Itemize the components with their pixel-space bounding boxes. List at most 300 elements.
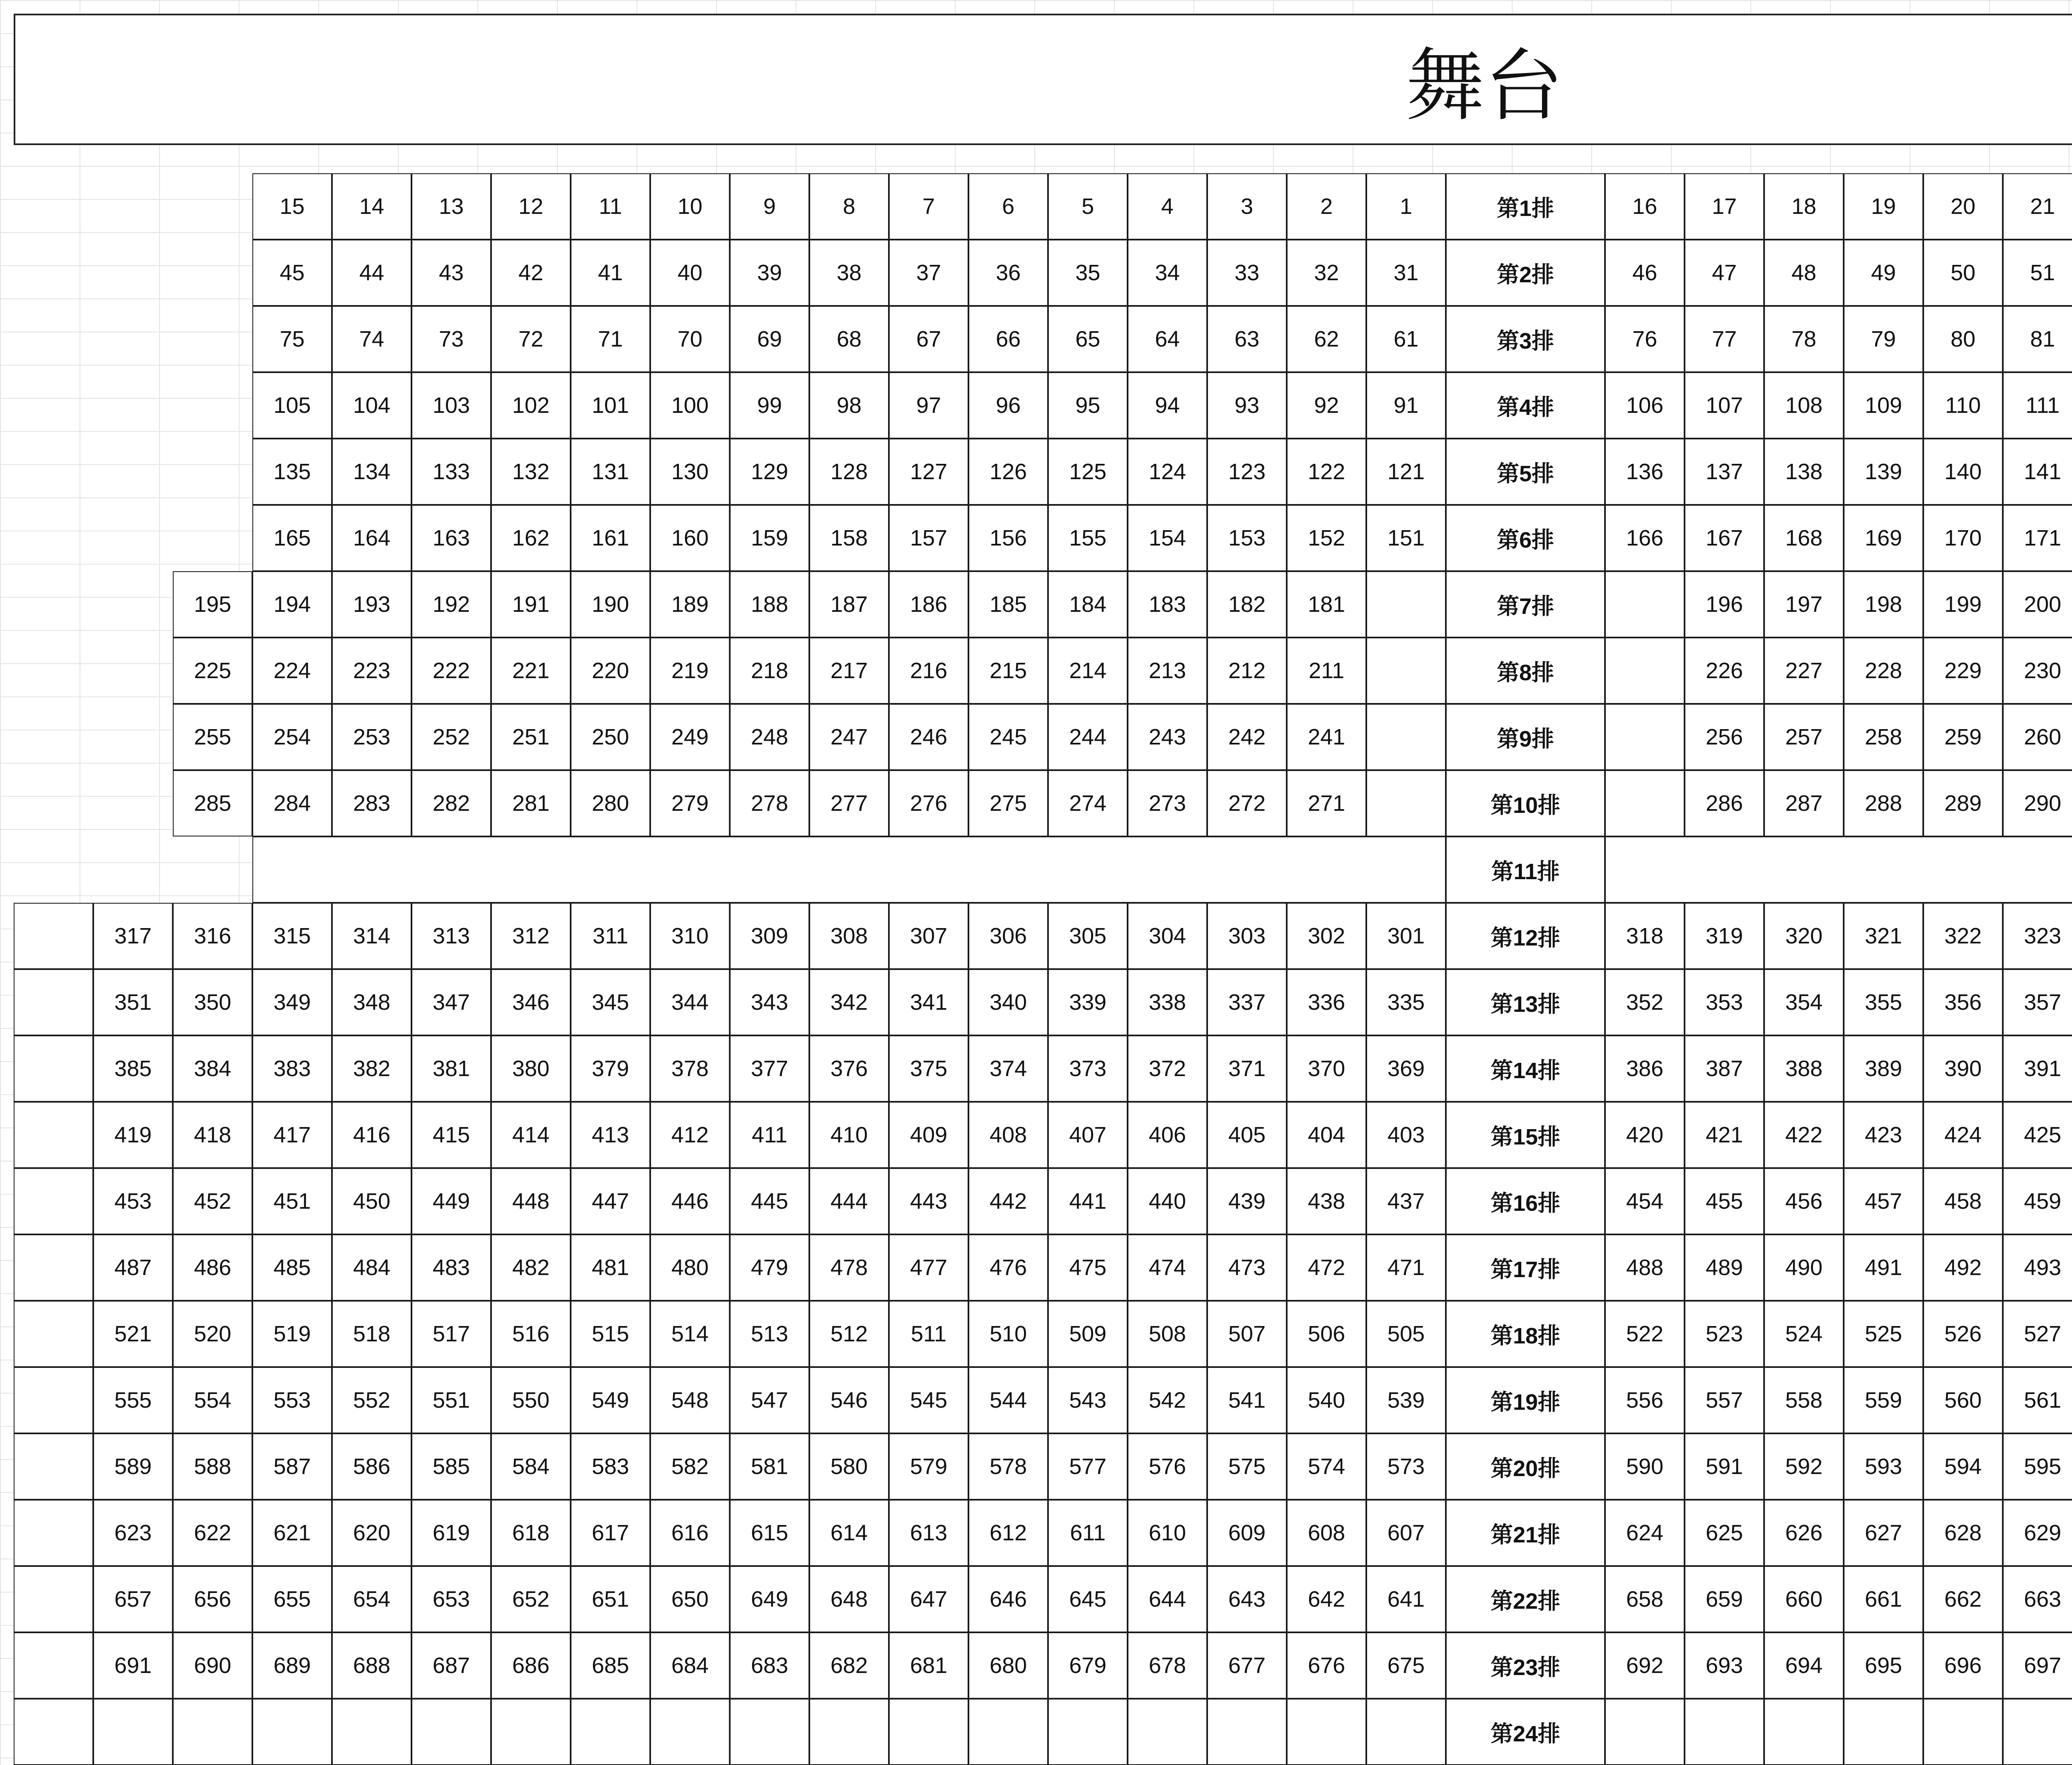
- seat-573: 573: [1366, 1433, 1446, 1500]
- row-label-21: 第21排: [1446, 1500, 1605, 1566]
- seat-453: 453: [93, 1168, 173, 1234]
- seat-200: 200: [2003, 571, 2072, 638]
- seat-128: 128: [809, 439, 889, 505]
- seat-575: 575: [1207, 1433, 1287, 1500]
- seat-276: 276: [889, 770, 968, 836]
- seat-421: 421: [1685, 1102, 1764, 1168]
- seat-540: 540: [1287, 1367, 1366, 1433]
- seat-646: 646: [968, 1566, 1048, 1632]
- empty-seat: [1764, 1699, 1844, 1765]
- seat-693: 693: [1685, 1632, 1764, 1699]
- empty-seat: [14, 1301, 93, 1367]
- seat-279: 279: [650, 770, 730, 836]
- seat-81: 81: [2003, 306, 2072, 372]
- empty-seat: [1923, 1699, 2003, 1765]
- seat-616: 616: [650, 1500, 730, 1566]
- seat-548: 548: [650, 1367, 730, 1433]
- seat-223: 223: [332, 638, 411, 704]
- seat-321: 321: [1844, 903, 1923, 969]
- seat-315: 315: [252, 903, 332, 969]
- seat-559: 559: [1844, 1367, 1923, 1433]
- empty-seat: [14, 1632, 93, 1699]
- seat-437: 437: [1366, 1168, 1446, 1234]
- seat-621: 621: [252, 1500, 332, 1566]
- seat-190: 190: [571, 571, 650, 638]
- seat-78: 78: [1764, 306, 1844, 372]
- seat-379: 379: [571, 1035, 650, 1102]
- seat-486: 486: [173, 1234, 252, 1301]
- seat-45: 45: [252, 240, 332, 306]
- seat-303: 303: [1207, 903, 1287, 969]
- seat-14: 14: [332, 173, 411, 240]
- seat-351: 351: [93, 969, 173, 1035]
- seat-109: 109: [1844, 372, 1923, 439]
- row-label-11: 第11排: [1446, 836, 1605, 903]
- empty-seat: [1048, 1699, 1128, 1765]
- seat-417: 417: [252, 1102, 332, 1168]
- aisle-left: [252, 836, 1446, 903]
- seat-251: 251: [491, 704, 571, 770]
- seat-125: 125: [1048, 439, 1128, 505]
- seat-290: 290: [2003, 770, 2072, 836]
- seat-691: 691: [93, 1632, 173, 1699]
- seat-68: 68: [809, 306, 889, 372]
- seat-481: 481: [571, 1234, 650, 1301]
- seat-595: 595: [2003, 1433, 2072, 1500]
- seat-183: 183: [1128, 571, 1207, 638]
- seat-195: 195: [173, 571, 252, 638]
- seat-483: 483: [411, 1234, 491, 1301]
- seat-479: 479: [730, 1234, 809, 1301]
- seat-649: 649: [730, 1566, 809, 1632]
- seat-594: 594: [1923, 1433, 2003, 1500]
- seat-17: 17: [1685, 173, 1764, 240]
- seat-590: 590: [1605, 1433, 1685, 1500]
- seat-591: 591: [1685, 1433, 1764, 1500]
- seat-619: 619: [411, 1500, 491, 1566]
- seat-184: 184: [1048, 571, 1128, 638]
- seat-510: 510: [968, 1301, 1048, 1367]
- seat-171: 171: [2003, 505, 2072, 571]
- seat-516: 516: [491, 1301, 571, 1367]
- seat-561: 561: [2003, 1367, 2072, 1433]
- seat-153: 153: [1207, 505, 1287, 571]
- seat-678: 678: [1128, 1632, 1207, 1699]
- seat-370: 370: [1287, 1035, 1366, 1102]
- seat-526: 526: [1923, 1301, 2003, 1367]
- seat-217: 217: [809, 638, 889, 704]
- row-label-15: 第15排: [1446, 1102, 1605, 1168]
- seat-627: 627: [1844, 1500, 1923, 1566]
- seat-47: 47: [1685, 240, 1764, 306]
- seat-2: 2: [1287, 173, 1366, 240]
- empty-seat: [730, 1699, 809, 1765]
- seat-46: 46: [1605, 240, 1685, 306]
- seat-508: 508: [1128, 1301, 1207, 1367]
- seat-451: 451: [252, 1168, 332, 1234]
- seat-122: 122: [1287, 439, 1366, 505]
- seat-79: 79: [1844, 306, 1923, 372]
- seat-194: 194: [252, 571, 332, 638]
- seat-407: 407: [1048, 1102, 1128, 1168]
- seat-624: 624: [1605, 1500, 1685, 1566]
- seat-369: 369: [1366, 1035, 1446, 1102]
- seat-99: 99: [730, 372, 809, 439]
- empty-seat: [1366, 1699, 1446, 1765]
- seat-527: 527: [2003, 1301, 2072, 1367]
- seat-542: 542: [1128, 1367, 1207, 1433]
- seat-345: 345: [571, 969, 650, 1035]
- aisle-right: [1605, 836, 2072, 903]
- seat-156: 156: [968, 505, 1048, 571]
- seat-647: 647: [889, 1566, 968, 1632]
- seat-482: 482: [491, 1234, 571, 1301]
- seat-446: 446: [650, 1168, 730, 1234]
- seat-161: 161: [571, 505, 650, 571]
- empty-seat: [889, 1699, 968, 1765]
- seat-642: 642: [1287, 1566, 1366, 1632]
- seat-97: 97: [889, 372, 968, 439]
- seat-578: 578: [968, 1433, 1048, 1500]
- seat-273: 273: [1128, 770, 1207, 836]
- seat-12: 12: [491, 173, 571, 240]
- seat-192: 192: [411, 571, 491, 638]
- seat-92: 92: [1287, 372, 1366, 439]
- seat-133: 133: [411, 439, 491, 505]
- seat-450: 450: [332, 1168, 411, 1234]
- empty-seat: [14, 1699, 93, 1765]
- seat-166: 166: [1605, 505, 1685, 571]
- empty-seat: [1685, 1699, 1764, 1765]
- seat-455: 455: [1685, 1168, 1764, 1234]
- seat-490: 490: [1764, 1234, 1844, 1301]
- stage-label: 舞台: [1405, 40, 1563, 132]
- seat-127: 127: [889, 439, 968, 505]
- seat-415: 415: [411, 1102, 491, 1168]
- seat-1: 1: [1366, 173, 1446, 240]
- seat-506: 506: [1287, 1301, 1366, 1367]
- seat-376: 376: [809, 1035, 889, 1102]
- seat-422: 422: [1764, 1102, 1844, 1168]
- seat-135: 135: [252, 439, 332, 505]
- seat-33: 33: [1207, 240, 1287, 306]
- seat-403: 403: [1366, 1102, 1446, 1168]
- seat-560: 560: [1923, 1367, 2003, 1433]
- seat-348: 348: [332, 969, 411, 1035]
- seat-272: 272: [1207, 770, 1287, 836]
- seat-687: 687: [411, 1632, 491, 1699]
- seat-539: 539: [1366, 1367, 1446, 1433]
- seat-651: 651: [571, 1566, 650, 1632]
- seat-106: 106: [1605, 372, 1685, 439]
- seat-419: 419: [93, 1102, 173, 1168]
- seat-625: 625: [1685, 1500, 1764, 1566]
- seat-511: 511: [889, 1301, 968, 1367]
- seat-585: 585: [411, 1433, 491, 1500]
- seat-357: 357: [2003, 969, 2072, 1035]
- seat-61: 61: [1366, 306, 1446, 372]
- seat-491: 491: [1844, 1234, 1923, 1301]
- seat-214: 214: [1048, 638, 1128, 704]
- seat-229: 229: [1923, 638, 2003, 704]
- empty-seat: [14, 903, 93, 969]
- seat-15: 15: [252, 173, 332, 240]
- seat-41: 41: [571, 240, 650, 306]
- seat-663: 663: [2003, 1566, 2072, 1632]
- seat-525: 525: [1844, 1301, 1923, 1367]
- seat-167: 167: [1685, 505, 1764, 571]
- seat-347: 347: [411, 969, 491, 1035]
- seat-73: 73: [411, 306, 491, 372]
- seat-553: 553: [252, 1367, 332, 1433]
- seat-695: 695: [1844, 1632, 1923, 1699]
- seat-253: 253: [332, 704, 411, 770]
- seat-224: 224: [252, 638, 332, 704]
- seat-611: 611: [1048, 1500, 1128, 1566]
- seat-35: 35: [1048, 240, 1128, 306]
- empty-seat: [173, 1699, 252, 1765]
- seat-685: 685: [571, 1632, 650, 1699]
- seat-459: 459: [2003, 1168, 2072, 1234]
- seat-656: 656: [173, 1566, 252, 1632]
- seat-20: 20: [1923, 173, 2003, 240]
- row-label-22: 第22排: [1446, 1566, 1605, 1632]
- seat-521: 521: [93, 1301, 173, 1367]
- seat-610: 610: [1128, 1500, 1207, 1566]
- seat-311: 311: [571, 903, 650, 969]
- seat-556: 556: [1605, 1367, 1685, 1433]
- seat-391: 391: [2003, 1035, 2072, 1102]
- empty-seat: [491, 1699, 571, 1765]
- seat-248: 248: [730, 704, 809, 770]
- seat-221: 221: [491, 638, 571, 704]
- seat-694: 694: [1764, 1632, 1844, 1699]
- seat-318: 318: [1605, 903, 1685, 969]
- seat-258: 258: [1844, 704, 1923, 770]
- seat-199: 199: [1923, 571, 2003, 638]
- seat-227: 227: [1764, 638, 1844, 704]
- empty-seat: [14, 1035, 93, 1102]
- empty-seat: [332, 1699, 411, 1765]
- row-label-5: 第5排: [1446, 439, 1605, 505]
- seat-287: 287: [1764, 770, 1844, 836]
- seat-660: 660: [1764, 1566, 1844, 1632]
- seat-380: 380: [491, 1035, 571, 1102]
- seat-288: 288: [1844, 770, 1923, 836]
- seat-96: 96: [968, 372, 1048, 439]
- row-label-12: 第12排: [1446, 903, 1605, 969]
- seat-151: 151: [1366, 505, 1446, 571]
- seat-641: 641: [1366, 1566, 1446, 1632]
- seat-355: 355: [1844, 969, 1923, 1035]
- seat-170: 170: [1923, 505, 2003, 571]
- seat-111: 111: [2003, 372, 2072, 439]
- seat-50: 50: [1923, 240, 2003, 306]
- seat-228: 228: [1844, 638, 1923, 704]
- seat-440: 440: [1128, 1168, 1207, 1234]
- seat-169: 169: [1844, 505, 1923, 571]
- seat-282: 282: [411, 770, 491, 836]
- seat-49: 49: [1844, 240, 1923, 306]
- seat-653: 653: [411, 1566, 491, 1632]
- seat-488: 488: [1605, 1234, 1685, 1301]
- empty-seat: [1844, 1699, 1923, 1765]
- seat-162: 162: [491, 505, 571, 571]
- seat-622: 622: [173, 1500, 252, 1566]
- seat-309: 309: [730, 903, 809, 969]
- seat-550: 550: [491, 1367, 571, 1433]
- seat-320: 320: [1764, 903, 1844, 969]
- seat-588: 588: [173, 1433, 252, 1500]
- stage-banner: [14, 14, 2072, 145]
- seat-67: 67: [889, 306, 968, 372]
- seat-256: 256: [1685, 704, 1764, 770]
- seat-425: 425: [2003, 1102, 2072, 1168]
- seat-445: 445: [730, 1168, 809, 1234]
- seat-576: 576: [1128, 1433, 1207, 1500]
- seat-692: 692: [1605, 1632, 1685, 1699]
- seat-36: 36: [968, 240, 1048, 306]
- seat-250: 250: [571, 704, 650, 770]
- seat-372: 372: [1128, 1035, 1207, 1102]
- seat-164: 164: [332, 505, 411, 571]
- seat-643: 643: [1207, 1566, 1287, 1632]
- seat-302: 302: [1287, 903, 1366, 969]
- seat-471: 471: [1366, 1234, 1446, 1301]
- seat-413: 413: [571, 1102, 650, 1168]
- seat-21: 21: [2003, 173, 2072, 240]
- seat-688: 688: [332, 1632, 411, 1699]
- seat-187: 187: [809, 571, 889, 638]
- seat-655: 655: [252, 1566, 332, 1632]
- seat-343: 343: [730, 969, 809, 1035]
- seat-476: 476: [968, 1234, 1048, 1301]
- seat-64: 64: [1128, 306, 1207, 372]
- seat-107: 107: [1685, 372, 1764, 439]
- row-label-17: 第17排: [1446, 1234, 1605, 1301]
- seat-91: 91: [1366, 372, 1446, 439]
- seat-681: 681: [889, 1632, 968, 1699]
- empty-seat: [14, 1168, 93, 1234]
- seat-661: 661: [1844, 1566, 1923, 1632]
- seat-182: 182: [1207, 571, 1287, 638]
- seat-74: 74: [332, 306, 411, 372]
- seat-132: 132: [491, 439, 571, 505]
- seat-121: 121: [1366, 439, 1446, 505]
- seat-579: 579: [889, 1433, 968, 1500]
- seat-589: 589: [93, 1433, 173, 1500]
- seat-374: 374: [968, 1035, 1048, 1102]
- seat-492: 492: [1923, 1234, 2003, 1301]
- seat-308: 308: [809, 903, 889, 969]
- seat-382: 382: [332, 1035, 411, 1102]
- empty-seat: [650, 1699, 730, 1765]
- seat-138: 138: [1764, 439, 1844, 505]
- seat-356: 356: [1923, 969, 2003, 1035]
- seat-63: 63: [1207, 306, 1287, 372]
- seat-543: 543: [1048, 1367, 1128, 1433]
- seat-546: 546: [809, 1367, 889, 1433]
- seat-555: 555: [93, 1367, 173, 1433]
- seat-260: 260: [2003, 704, 2072, 770]
- seat-274: 274: [1048, 770, 1128, 836]
- seat-123: 123: [1207, 439, 1287, 505]
- seat-39: 39: [730, 240, 809, 306]
- seat-384: 384: [173, 1035, 252, 1102]
- empty-seat: [252, 1699, 332, 1765]
- seat-517: 517: [411, 1301, 491, 1367]
- row-label-18: 第18排: [1446, 1301, 1605, 1367]
- seat-684: 684: [650, 1632, 730, 1699]
- seat-524: 524: [1764, 1301, 1844, 1367]
- seat-285: 285: [173, 770, 252, 836]
- seat-16: 16: [1605, 173, 1685, 240]
- seat-80: 80: [1923, 306, 2003, 372]
- seat-650: 650: [650, 1566, 730, 1632]
- seat-449: 449: [411, 1168, 491, 1234]
- seat-226: 226: [1685, 638, 1764, 704]
- seat-104: 104: [332, 372, 411, 439]
- seat-584: 584: [491, 1433, 571, 1500]
- seat-689: 689: [252, 1632, 332, 1699]
- seat-310: 310: [650, 903, 730, 969]
- seat-307: 307: [889, 903, 968, 969]
- seat-378: 378: [650, 1035, 730, 1102]
- seat-411: 411: [730, 1102, 809, 1168]
- seat-409: 409: [889, 1102, 968, 1168]
- seat-129: 129: [730, 439, 809, 505]
- seat-168: 168: [1764, 505, 1844, 571]
- seat-193: 193: [332, 571, 411, 638]
- row-label-7: 第7排: [1446, 571, 1605, 638]
- seat-220: 220: [571, 638, 650, 704]
- seat-349: 349: [252, 969, 332, 1035]
- seat-312: 312: [491, 903, 571, 969]
- seat-452: 452: [173, 1168, 252, 1234]
- seat-77: 77: [1685, 306, 1764, 372]
- seat-5: 5: [1048, 173, 1128, 240]
- empty-seat: [14, 1433, 93, 1500]
- empty-seat: [1287, 1699, 1366, 1765]
- seat-38: 38: [809, 240, 889, 306]
- seat-37: 37: [889, 240, 968, 306]
- seat-93: 93: [1207, 372, 1287, 439]
- seat-577: 577: [1048, 1433, 1128, 1500]
- seat-301: 301: [1366, 903, 1446, 969]
- seat-139: 139: [1844, 439, 1923, 505]
- seat-76: 76: [1605, 306, 1685, 372]
- row-label-9: 第9排: [1446, 704, 1605, 770]
- empty-seat: [1366, 770, 1446, 836]
- seat-136: 136: [1605, 439, 1685, 505]
- seat-371: 371: [1207, 1035, 1287, 1102]
- seat-447: 447: [571, 1168, 650, 1234]
- empty-seat: [1366, 638, 1446, 704]
- seat-32: 32: [1287, 240, 1366, 306]
- seat-246: 246: [889, 704, 968, 770]
- seat-680: 680: [968, 1632, 1048, 1699]
- row-label-20: 第20排: [1446, 1433, 1605, 1500]
- empty-seat: [14, 1500, 93, 1566]
- empty-seat: [2003, 1699, 2072, 1765]
- seat-211: 211: [1287, 638, 1366, 704]
- seat-423: 423: [1844, 1102, 1923, 1168]
- seat-652: 652: [491, 1566, 571, 1632]
- seat-314: 314: [332, 903, 411, 969]
- seat-188: 188: [730, 571, 809, 638]
- seat-547: 547: [730, 1367, 809, 1433]
- seat-389: 389: [1844, 1035, 1923, 1102]
